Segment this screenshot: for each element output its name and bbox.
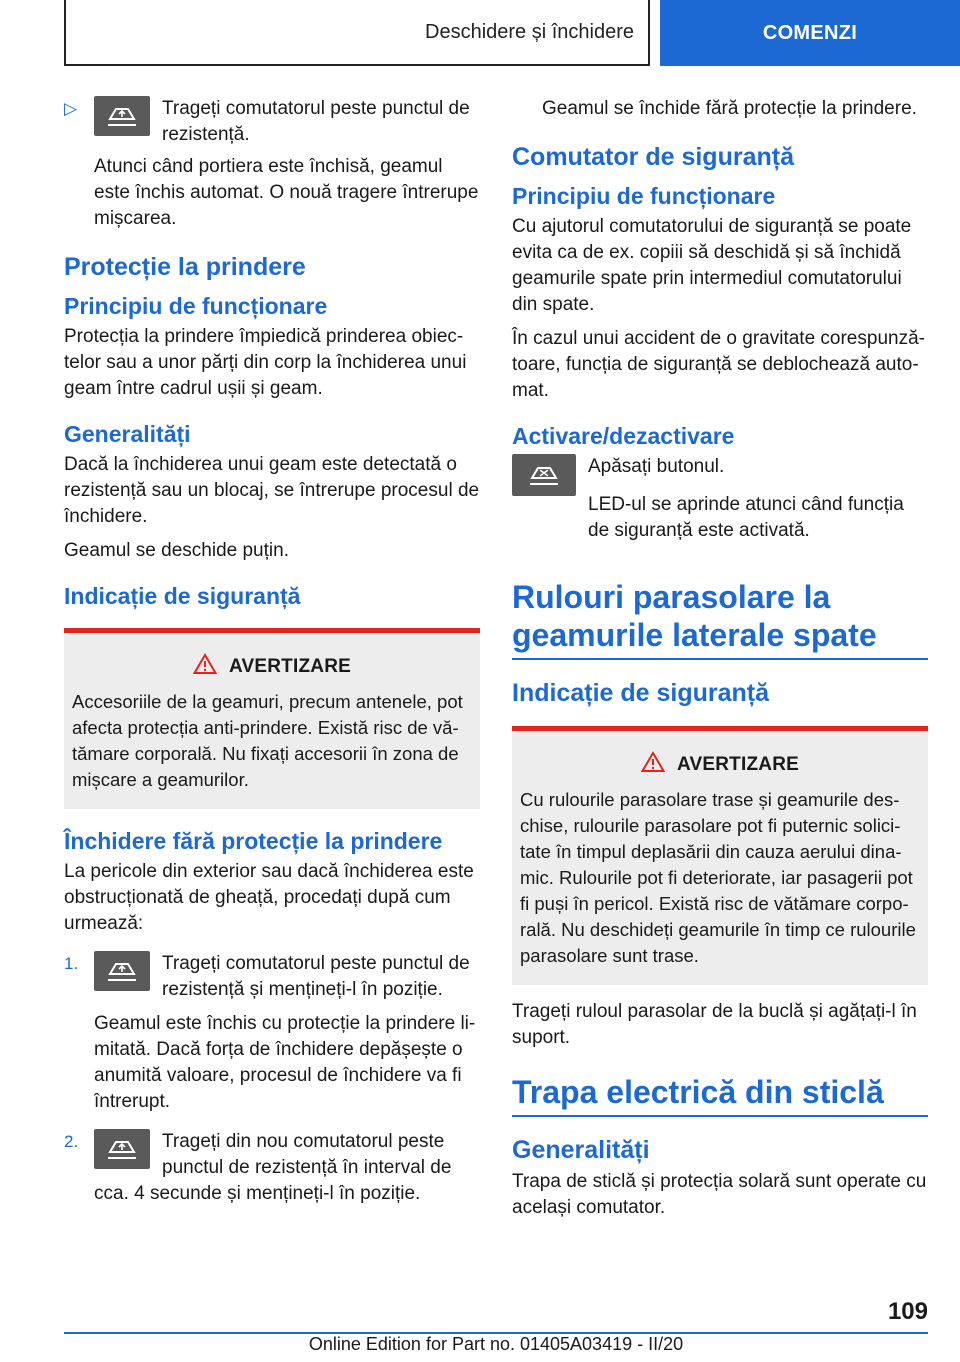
window-switch-icon: [94, 96, 150, 136]
heading-roof: Trapa electrică din sticlă: [512, 1073, 928, 1117]
section-title: Deschidere și închidere: [64, 0, 650, 66]
window-switch-icon: [94, 951, 150, 991]
step-number: 1.: [64, 954, 79, 973]
paragraph-principle: Protecția la prindere împiedică prinderea obiectelor sau a unor părți din corp la închiderea unui geam între cadrul ușii și geam.: [64, 326, 467, 399]
continuation-step: [64, 96, 480, 148]
heading-protect: Protecție la prindere: [64, 253, 306, 281]
heading-safety: Indicație de siguranță: [64, 583, 301, 609]
heading-safety: Indicație de siguranță: [512, 679, 770, 707]
activate-block: [512, 454, 928, 496]
triangle-marker-icon: ▷: [64, 99, 78, 118]
warning-text: Cu rulourile parasolare trase și geamurile deschise, rulourile parasolare pot fi puternic solicitate în timpul deplasării din cauza aerului dinamic. Rulourile pot fi deteriorate, iar pasagerii pot fi puși în pericol. Există risc de vătămare corporală. Nu deschideți geamurile în timp ce rulourile parasolare sunt trase.: [520, 789, 916, 966]
warning-title: AVERTIZARE: [229, 656, 351, 677]
left-column: [64, 96, 480, 1207]
warning-box: [64, 628, 480, 809]
paragraph-principle-2: În cazul unui accident de o gravitate corespunzătoare, funcția de siguranță se deblochează automat.: [512, 328, 925, 401]
step-number: 2.: [64, 1132, 79, 1151]
paragraph-led: LED-ul se aprinde atunci când funcția de siguranță este activată.: [588, 494, 904, 541]
page-header: [0, 0, 960, 66]
chapter-tab[interactable]: COMENZI: [660, 0, 960, 66]
paragraph-general-2: Geamul se deschide puțin.: [64, 540, 289, 561]
heading-rollers: Rulouri parasolare la geamurile laterale spate: [512, 578, 928, 660]
paragraph-top: Geamul se închide fără protecție la prindere.: [542, 98, 917, 119]
paragraph-general-1: Dacă la închiderea unui geam este detectată o rezistență sau un blocaj, se întrerupe procesul de închidere.: [64, 454, 480, 527]
heading-principle: Principiu de funcționare: [64, 293, 328, 319]
heading-general: Generalități: [512, 1136, 650, 1164]
heading-no-protect: Închidere fără protecție la prindere: [64, 828, 443, 854]
step-1: [64, 951, 480, 1003]
step-note: Atunci când portiera este închisă, geamul este închis automat. O nouă tragere întrerupe mișcarea.: [94, 156, 479, 229]
paragraph-no-protect: La pericole din exterior sau dacă închiderea este obstrucționată de gheață, procedați după cum urmează:: [64, 861, 474, 934]
heading-principle: Principiu de funcționare: [512, 183, 776, 209]
right-column: [512, 96, 928, 1229]
warning-triangle-icon: [193, 653, 217, 681]
safety-switch-icon: [512, 454, 576, 496]
edition-text: Online Edition for Part no. 01405A03419 - II/20: [308, 1334, 684, 1354]
paragraph-press: Apăsați butonul.: [588, 456, 725, 477]
heading-general: Generalități: [64, 421, 191, 447]
step-text: Trageți comutatorul peste punctul de rezistență.: [162, 98, 470, 145]
step-1-note: Geamul este închis cu protecție la prindere limitată. Dacă forța de închidere depășește o anumită valoare, procesul de închidere va fi întrerupt.: [94, 1013, 476, 1112]
page-number: 109: [887, 1298, 928, 1325]
warning-title: AVERTIZARE: [677, 754, 799, 775]
window-switch-icon: [94, 1129, 150, 1169]
step-text: Trageți comutatorul peste punctul de rezistență și mențineți-l în poziție.: [162, 953, 470, 1000]
warning-box: [512, 726, 928, 985]
warning-text: Accesoriile de la geamuri, precum antenele, pot afecta protecția anti-prindere. Există risc de vătămare corporală. Nu fixați accesorii în zona de mișcare a geamurilor.: [72, 691, 463, 790]
heading-switch: Comutator de siguranță: [512, 143, 794, 171]
paragraph-principle-1: Cu ajutorul comutatorului de siguranță se poate evita ca de ex. copiii să deschidă și să închidă geamurile spate prin intermediul comutatorului din spate.: [512, 216, 912, 315]
step-text: Trageți din nou comutatorul peste punctul de rezistență în interval de cca. 4 secunde și mențineți-l în poziție.: [94, 1131, 452, 1204]
paragraph-pull: Trageți ruloul parasolar de la buclă și agățați-l în suport.: [512, 1001, 917, 1048]
step-2: [64, 1129, 480, 1207]
warning-triangle-icon: [641, 751, 665, 779]
paragraph-general: Trapa de sticlă și protecția solară sunt operate cu același comutator.: [512, 1171, 927, 1218]
heading-activate: Activare/dezactivare: [512, 423, 735, 449]
